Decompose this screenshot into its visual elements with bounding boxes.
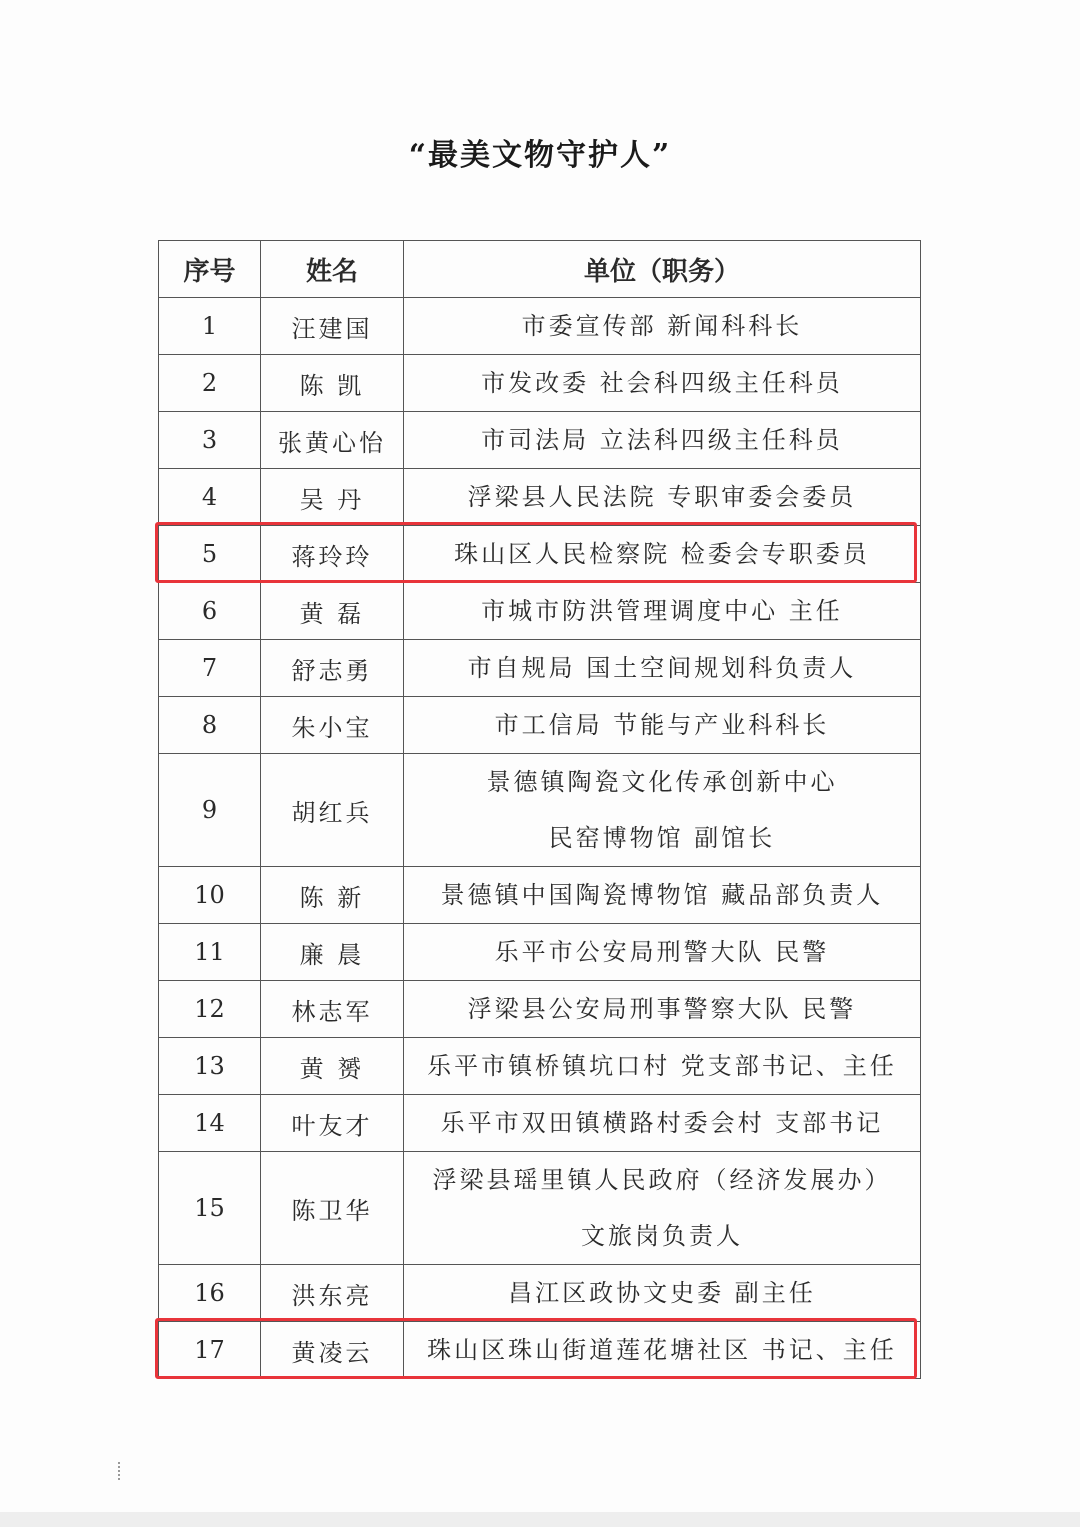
cell-unit xyxy=(404,981,921,1038)
unit-line: 乐平市镇桥镇坑口村 党支部书记、主任 xyxy=(427,1052,897,1080)
table-header-row xyxy=(159,241,921,298)
cell-name: 陈 新 xyxy=(261,867,404,924)
unit-line: 珠山区人民检察院 检委会专职委员 xyxy=(454,540,870,568)
unit-line: 珠山区珠山街道莲花塘社区 书记、主任 xyxy=(427,1336,897,1364)
cell-number: 16 xyxy=(159,1265,261,1322)
cell-unit xyxy=(404,867,921,924)
unit-line: 市城市防洪管理调度中心 主任 xyxy=(481,597,843,625)
cell-number: 3 xyxy=(159,412,261,469)
cell-name: 陈卫华 xyxy=(261,1152,404,1265)
cell-unit xyxy=(404,469,921,526)
cell-number: 2 xyxy=(159,355,261,412)
roster-table xyxy=(158,240,921,1379)
unit-line: 乐平市双田镇横路村委会村 支部书记 xyxy=(440,1109,884,1137)
table-row xyxy=(159,640,921,697)
table-row xyxy=(159,1322,921,1379)
cell-number: 11 xyxy=(159,924,261,981)
table-row xyxy=(159,355,921,412)
unit-line: 市工信局 节能与产业科科长 xyxy=(494,711,830,739)
unit-line: 市自规局 国土空间规划科负责人 xyxy=(467,654,857,682)
cell-name: 林志军 xyxy=(261,981,404,1038)
header-name: 姓名 xyxy=(261,241,404,298)
margin-mark xyxy=(118,1462,124,1480)
table-row xyxy=(159,981,921,1038)
cell-number: 5 xyxy=(159,526,261,583)
cell-unit xyxy=(404,1152,921,1265)
table-row xyxy=(159,469,921,526)
table-row xyxy=(159,1265,921,1322)
cell-unit xyxy=(404,298,921,355)
table-row xyxy=(159,526,921,583)
table-row xyxy=(159,867,921,924)
cell-number: 7 xyxy=(159,640,261,697)
table-row xyxy=(159,583,921,640)
roster-body xyxy=(159,298,921,1379)
table-row xyxy=(159,1152,921,1265)
cell-unit xyxy=(404,1265,921,1322)
cell-number: 8 xyxy=(159,697,261,754)
cell-number: 15 xyxy=(159,1152,261,1265)
cell-name: 汪建国 xyxy=(261,298,404,355)
unit-line: 乐平市公安局刑警大队 民警 xyxy=(494,938,830,966)
cell-number: 9 xyxy=(159,754,261,867)
cell-name: 黄凌云 xyxy=(261,1322,404,1379)
cell-unit xyxy=(404,355,921,412)
cell-number: 6 xyxy=(159,583,261,640)
header-number: 序号 xyxy=(159,241,261,298)
table-row xyxy=(159,697,921,754)
cell-name: 叶友才 xyxy=(261,1095,404,1152)
table-row xyxy=(159,412,921,469)
cell-unit xyxy=(404,1038,921,1095)
cell-name: 吴 丹 xyxy=(261,469,404,526)
document-title: “最美文物守护人” xyxy=(408,138,672,173)
cell-number: 12 xyxy=(159,981,261,1038)
cell-unit xyxy=(404,924,921,981)
unit-line: 文旅岗负责人 xyxy=(581,1222,743,1250)
table-row xyxy=(159,1038,921,1095)
unit-line: 市发改委 社会科四级主任科员 xyxy=(481,369,843,397)
unit-line: 市委宣传部 新闻科科长 xyxy=(521,312,803,340)
cell-number: 1 xyxy=(159,298,261,355)
cell-unit xyxy=(404,583,921,640)
cell-unit xyxy=(404,1322,921,1379)
page-bottom-edge xyxy=(0,1512,1080,1527)
cell-unit xyxy=(404,412,921,469)
cell-number: 14 xyxy=(159,1095,261,1152)
unit-line: 景德镇陶瓷文化传承创新中心 xyxy=(486,768,838,796)
cell-name: 廉 晨 xyxy=(261,924,404,981)
cell-number: 13 xyxy=(159,1038,261,1095)
cell-number: 17 xyxy=(159,1322,261,1379)
cell-name: 舒志勇 xyxy=(261,640,404,697)
unit-line: 民窑博物馆 副馆长 xyxy=(548,824,776,852)
cell-unit xyxy=(404,526,921,583)
unit-line: 浮梁县公安局刑事警察大队 民警 xyxy=(467,995,857,1023)
cell-number: 4 xyxy=(159,469,261,526)
table-row xyxy=(159,754,921,867)
cell-name: 陈 凯 xyxy=(261,355,404,412)
cell-name: 张黄心怡 xyxy=(261,412,404,469)
cell-name: 洪东亮 xyxy=(261,1265,404,1322)
cell-unit xyxy=(404,640,921,697)
cell-unit xyxy=(404,697,921,754)
unit-line: 浮梁县人民法院 专职审委会委员 xyxy=(467,483,857,511)
table-row xyxy=(159,1095,921,1152)
unit-line: 市司法局 立法科四级主任科员 xyxy=(481,426,843,454)
cell-name: 朱小宝 xyxy=(261,697,404,754)
table-row xyxy=(159,924,921,981)
cell-name: 黄 赟 xyxy=(261,1038,404,1095)
unit-line: 昌江区政协文史委 副主任 xyxy=(508,1279,816,1307)
cell-number: 10 xyxy=(159,867,261,924)
unit-line: 景德镇中国陶瓷博物馆 藏品部负责人 xyxy=(440,881,884,909)
unit-line: 浮梁县瑶里镇人民政府（经济发展办） xyxy=(432,1166,892,1194)
cell-unit xyxy=(404,754,921,867)
cell-name: 胡红兵 xyxy=(261,754,404,867)
cell-name: 黄 磊 xyxy=(261,583,404,640)
header-unit: 单位（职务） xyxy=(404,241,921,298)
cell-unit xyxy=(404,1095,921,1152)
cell-name: 蒋玲玲 xyxy=(261,526,404,583)
table-row xyxy=(159,298,921,355)
